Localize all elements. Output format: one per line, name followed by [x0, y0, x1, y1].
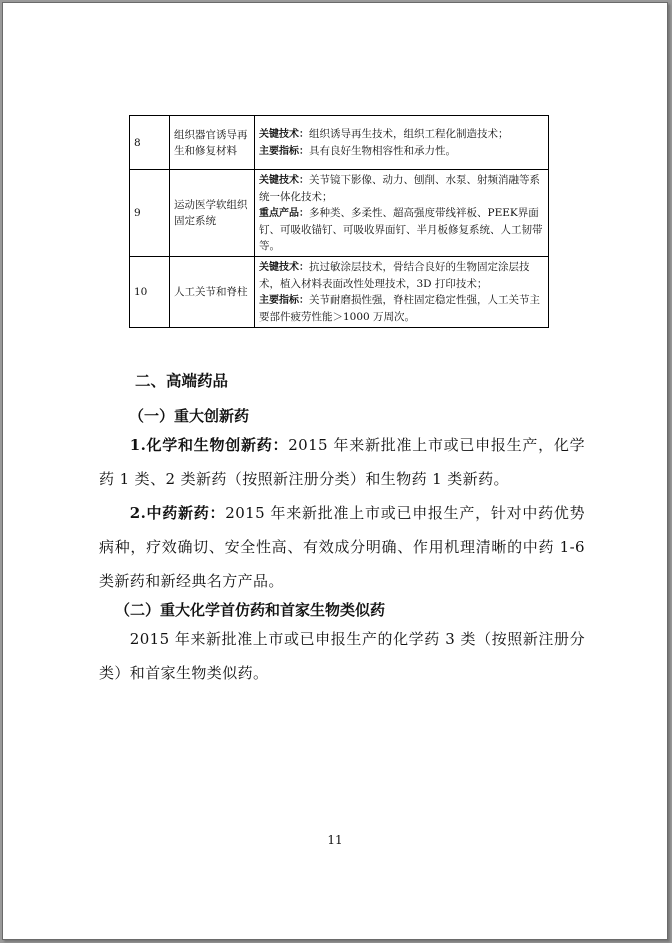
row-number: 8	[130, 116, 170, 170]
subsection-heading-2: （二）重大化学首仿药和首家生物类似药	[115, 601, 386, 619]
line-label: 关键技术：	[259, 262, 309, 273]
row-description	[255, 170, 549, 257]
line-label: 主要指标：	[259, 145, 309, 157]
row-description	[255, 257, 549, 328]
line-text: 组织诱导再生技术，组织工程化制造技术；	[309, 127, 509, 140]
paragraph-label: 2.中药新药：	[129, 504, 226, 522]
table-row	[130, 257, 549, 328]
line-text: 抗过敏涂层技术，骨结合良好的生物固定涂层技术，植入材料表面改性处理技术，3D 打印技术；	[259, 261, 530, 290]
row-number: 9	[130, 170, 170, 257]
description-line	[259, 143, 544, 160]
line-text: 关节耐磨损性强，脊柱固定稳定性强，人工关节主要部件疲劳性能＞1000 万周次。	[259, 294, 540, 323]
description-line	[259, 259, 544, 292]
row-name: 组织器官诱导再生和修复材料	[170, 116, 255, 170]
paragraph-chemical-biological	[99, 428, 585, 496]
description-line	[259, 292, 544, 325]
description-line	[259, 126, 544, 143]
page-number: 11	[327, 833, 343, 847]
row-name: 运动医学软组织固定系统	[170, 170, 255, 257]
paragraph-tcm	[99, 496, 585, 598]
document-page	[2, 2, 668, 940]
line-label: 关键技术：	[259, 128, 309, 140]
line-label: 重点产品：	[259, 208, 309, 219]
paragraph-text: 2015 年来新批准上市或已申报生产，化学药 1 类、2 类新药（按照新注册分类）和生物药 1 类新药。	[99, 436, 586, 488]
line-label: 关键技术：	[259, 175, 309, 186]
line-text: 关节镜下影像、动力、刨削、水泵、射频消融等系统一体化技术；	[259, 174, 540, 203]
line-text: 具有良好生物相容性和承力性。	[309, 144, 456, 157]
paragraph-label: 1.化学和生物创新药：	[129, 436, 289, 454]
section-heading: 二、高端药品	[135, 372, 229, 390]
table-row	[130, 170, 549, 257]
description-line	[259, 205, 544, 254]
table-row	[130, 116, 549, 170]
paragraph-text: 2015 年来新批准上市或已申报生产，针对中药优势病种，疗效确切、安全性高、有效成分明确、作用机理清晰的中药 1-6 类新药和新经典名方产品。	[99, 504, 585, 590]
line-label: 主要指标：	[259, 295, 309, 306]
line-text: 多种类、多柔性、超高强度带线袢板、PEEK界面钉、可吸收锚钉、可吸收界面钉、半月板修复系统、人工韧带等。	[259, 207, 543, 252]
row-description	[255, 116, 549, 170]
description-line	[259, 172, 544, 205]
row-name: 人工关节和脊柱	[170, 257, 255, 328]
technology-table	[129, 115, 549, 328]
subsection-heading-1: （一）重大创新药	[129, 407, 250, 425]
paragraph-generics: 2015 年来新批准上市或已申报生产的化学药 3 类（按照新注册分类）和首家生物类似药。	[99, 630, 585, 682]
row-number: 10	[130, 257, 170, 328]
